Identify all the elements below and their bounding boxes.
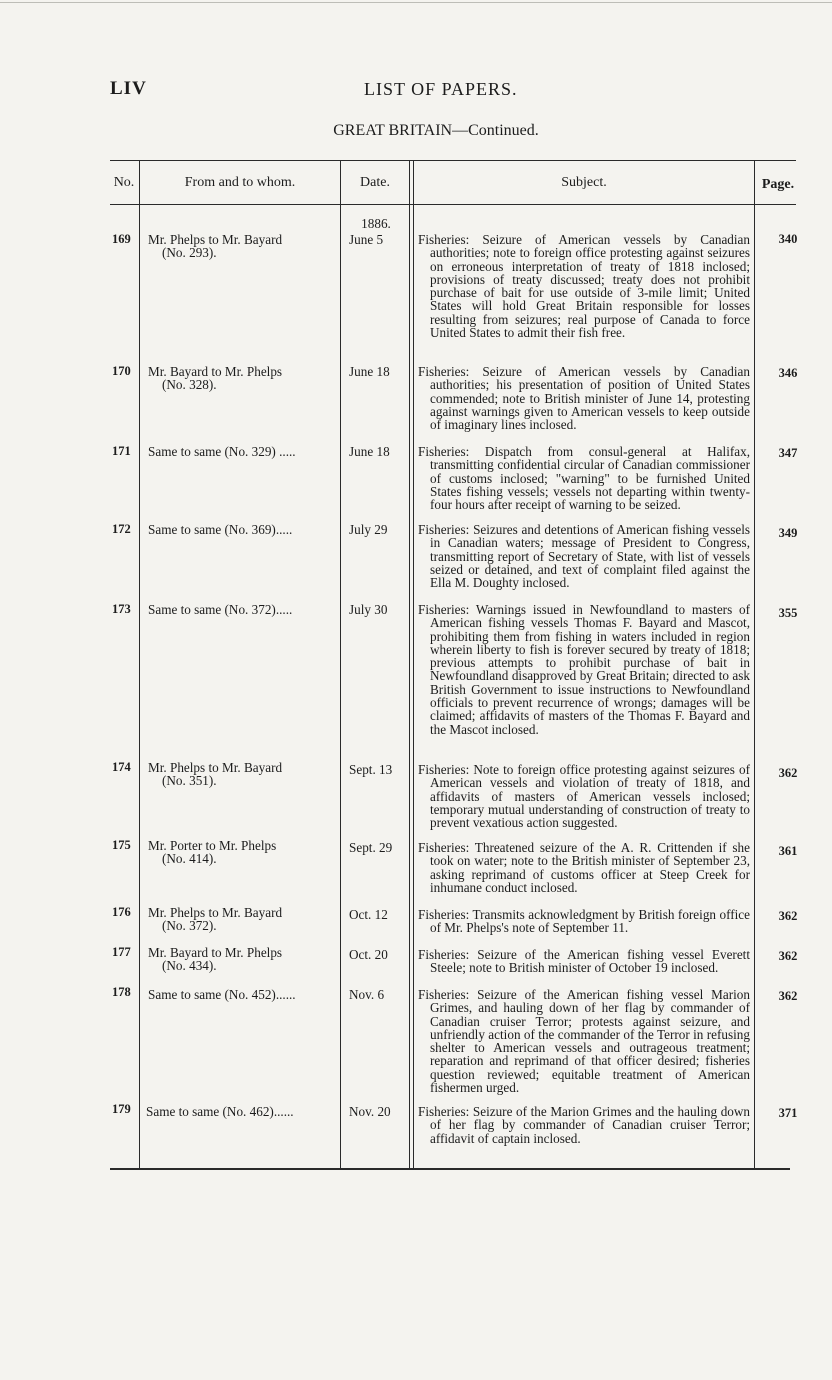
- row-170-subject-text: Fisheries: Seizure of American vessels by Canadian authorities; his presentation of position of United States commended; note to British minister of June 14, protesting against warnings given to American vessels to keep outside of imaginary lines inclosed.: [418, 364, 750, 433]
- col-divider-1: [139, 160, 140, 1168]
- row-178-no: 178: [112, 985, 131, 999]
- year-label: 1886.: [361, 216, 391, 231]
- row-179-from: [146, 1105, 334, 1118]
- row-172-subject-text: Fisheries: Seizures and detentions of American fishing vessels in Canadian waters; message of President to Congress, transmitting report of Secretary of State, with list of vessels seized or detained, and text of complaint filed against the Ella M. Doughty inclosed.: [418, 522, 750, 591]
- row-179-page: 371: [778, 1106, 798, 1120]
- row-174-subject-text: Fisheries: Note to foreign office protesting against seizures of American vessels and violation of treaty of 1818, and affidavits of masters of American vessels inclosed; temporary mutual understanding of construction of treaty to prevent vexatious action suggested.: [418, 762, 750, 831]
- row-170-date: June 18: [349, 364, 390, 379]
- row-175-from: [148, 839, 336, 866]
- row-172-subject: [418, 523, 750, 589]
- row-169-subject-text: Fisheries: Seizure of American vessels by Canadian authorities; note to foreign office protesting against seizures on erroneous interpretation of treaty of 1818 inclosed; provisions of treaty discussed; treaty does not prohibit purchase of bait for use outside of 3-mile limit; United States will hold Great Britain responsible for losses resulting from seizures; real purpose of Canada to force United States to admit their fish free.: [418, 232, 750, 341]
- row-176-subject-text: Fisheries: Transmits acknowledgment by British foreign office of Mr. Phelps's note of September 11.: [418, 907, 750, 936]
- row-171-from-line-1: Same to same (No. 329) .....: [148, 444, 296, 459]
- row-176-from-line-2: (No. 372).: [162, 918, 217, 934]
- row-177-from-line-2: (No. 434).: [162, 958, 217, 974]
- page-number: LIV: [110, 78, 147, 99]
- row-178-from-line-1: Same to same (No. 452)......: [148, 987, 296, 1002]
- row-176-page: 362: [778, 909, 798, 923]
- row-176-no: 176: [112, 905, 131, 919]
- row-171-page: 347: [778, 446, 798, 460]
- column-header-from: From and to whom.: [184, 175, 296, 190]
- row-177-subject: [418, 948, 750, 975]
- row-174-page: 362: [778, 766, 798, 780]
- row-172-from: [148, 523, 336, 536]
- column-header-date: Date.: [360, 175, 390, 190]
- row-174-from-line-1: Mr. Phelps to Mr. Bayard: [148, 760, 283, 775]
- row-170-from: [148, 365, 336, 392]
- row-170-from-line-1: Mr. Bayard to Mr. Phelps: [148, 364, 283, 379]
- row-170-page: 346: [778, 366, 798, 380]
- row-173-page: 355: [778, 606, 798, 620]
- column-header-page: Page.: [761, 177, 795, 192]
- row-176-from-line-1: Mr. Phelps to Mr. Bayard: [148, 905, 283, 920]
- row-170-no: 170: [112, 364, 131, 378]
- row-177-page: 362: [778, 949, 798, 963]
- header-bottom-rule: [110, 204, 796, 205]
- row-178-subject-text: Fisheries: Seizure of the American fishing vessel Marion Grimes, and hauling down of her flag by commander of Canadian cruiser Terror; protests against seizure, and unfriendly action of the commander of the Terror in refusing shelter to American vessels and outrageous treatment; reparation and reprimand of that officer desired; fisheries question reviewed; equitable treatment of American fishermen urged.: [418, 987, 750, 1096]
- row-169-from-line-1: Mr. Phelps to Mr. Bayard: [148, 232, 283, 247]
- row-173-subject: [418, 603, 750, 736]
- row-175-page: 361: [778, 844, 798, 858]
- row-173-from-line-1: Same to same (No. 372).....: [148, 602, 293, 617]
- row-174-date: Sept. 13: [349, 762, 393, 777]
- row-174-from: [148, 761, 336, 788]
- row-169-from-line-2: (No. 293).: [162, 245, 217, 261]
- row-179-subject-text: Fisheries: Seizure of the Marion Grimes and the hauling down of her flag by commander of Canadian cruiser Terror; affidavit of captain inclosed.: [418, 1104, 750, 1146]
- column-header-no: No.: [113, 175, 135, 190]
- row-178-subject: [418, 988, 750, 1094]
- row-178-date: Nov. 6: [349, 987, 385, 1002]
- row-169-subject: [418, 233, 750, 339]
- row-177-subject-text: Fisheries: Seizure of the American fishing vessel Everett Steele; note to British minister of October 19 inclosed.: [418, 947, 750, 976]
- table-bottom-rule: [110, 1168, 790, 1170]
- row-172-date: July 29: [349, 522, 388, 537]
- row-174-from-line-2: (No. 351).: [162, 773, 217, 789]
- row-177-from: [148, 946, 336, 973]
- row-179-date: Nov. 20: [349, 1104, 391, 1119]
- row-177-date: Oct. 20: [349, 947, 388, 962]
- row-170-from-line-2: (No. 328).: [162, 377, 217, 393]
- row-169-no: 169: [112, 232, 131, 246]
- row-172-from-line-1: Same to same (No. 369).....: [148, 522, 293, 537]
- row-178-from: [148, 988, 336, 1001]
- row-176-subject: [418, 908, 750, 935]
- row-179-no: 179: [112, 1102, 131, 1116]
- row-169-page: 340: [778, 232, 798, 246]
- row-169-date: June 5: [349, 232, 384, 247]
- col-divider-3b: [413, 160, 414, 1168]
- row-170-subject: [418, 365, 750, 431]
- col-divider-2: [340, 160, 341, 1168]
- row-173-date: July 30: [349, 602, 388, 617]
- col-divider-4: [754, 160, 755, 1168]
- row-172-page: 349: [778, 526, 798, 540]
- row-175-date: Sept. 29: [349, 840, 393, 855]
- row-175-no: 175: [112, 838, 131, 852]
- row-169-from: [148, 233, 336, 260]
- row-173-no: 173: [112, 602, 131, 616]
- row-178-page: 362: [778, 989, 798, 1003]
- section-title: GREAT BRITAIN—Continued.: [333, 122, 539, 139]
- row-175-subject: [418, 841, 750, 894]
- page-title: LIST OF PAPERS.: [364, 79, 518, 99]
- row-179-from-line-1: Same to same (No. 462)......: [146, 1104, 294, 1119]
- row-175-from-line-2: (No. 414).: [162, 851, 217, 867]
- row-175-subject-text: Fisheries: Threatened seizure of the A. R. Crittenden if she took on water; note to the British minister of September 23, asking reprimand of customs officer at Steep Creek for inhumane conduct inclosed.: [418, 840, 750, 895]
- row-171-date: June 18: [349, 444, 390, 459]
- row-173-from: [148, 603, 336, 616]
- col-divider-3: [409, 160, 410, 1168]
- table-top-rule: [110, 160, 796, 161]
- row-177-from-line-1: Mr. Bayard to Mr. Phelps: [148, 945, 283, 960]
- row-175-from-line-1: Mr. Porter to Mr. Phelps: [148, 838, 277, 853]
- row-171-subject: [418, 445, 750, 511]
- row-176-from: [148, 906, 336, 933]
- row-176-date: Oct. 12: [349, 907, 388, 922]
- page-edge-rule: [0, 2, 832, 3]
- row-171-from: [148, 445, 336, 458]
- row-174-subject: [418, 763, 750, 829]
- row-174-no: 174: [112, 760, 131, 774]
- row-171-subject-text: Fisheries: Dispatch from consul-general at Halifax, transmitting confidential circular of Canadian commissioner of customs inclosed; "warning" to be furnished United States fishing vessels; vessels not departing within twenty-four hours after receipt of warning to be seized.: [418, 444, 750, 513]
- column-header-subject: Subject.: [561, 175, 607, 190]
- row-177-no: 177: [112, 945, 131, 959]
- row-171-no: 171: [112, 444, 131, 458]
- row-172-no: 172: [112, 522, 131, 536]
- row-173-subject-text: Fisheries: Warnings issued in Newfoundland to masters of American fishing vessels Thomas F. Bayard and Mascot, prohibiting them from fishing in waters included in region wherein liberty to fish is forever secured by treaty of 1818; previous attempts to prohibit purchase of bait in Newfoundland disapproved by Great Britain; directed to ask British Government to issue instructions to Newfoundland officials to prevent recurrence of wrongs; damages will be claimed; affidavits of masters of the Thomas F. Bayard and the Mascot inclosed.: [418, 602, 750, 737]
- row-179-subject: [418, 1105, 750, 1145]
